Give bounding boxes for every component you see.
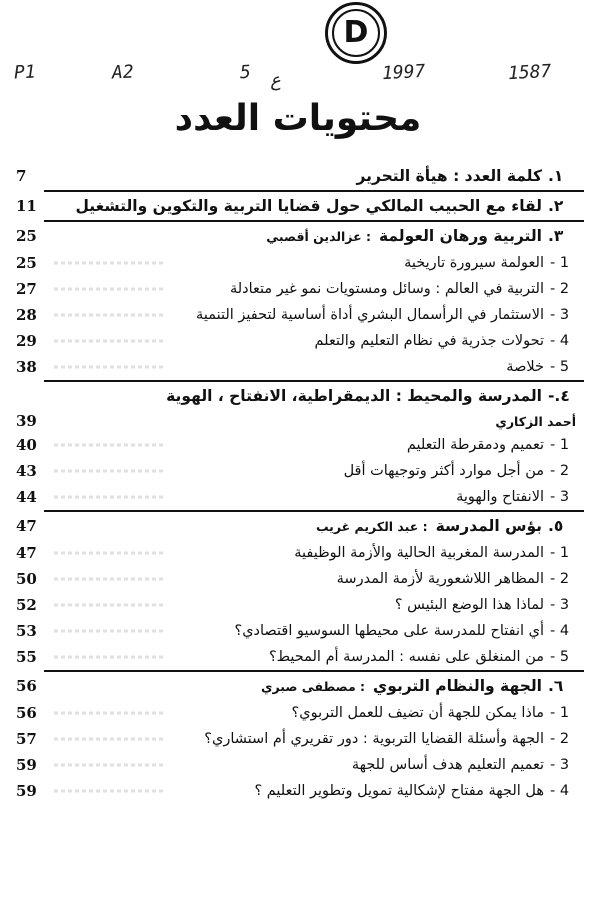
entry-title: المدرسة المغربية الحالية والأزمة الوظيفية	[294, 545, 544, 561]
entry-title: الانفتاح والهوية	[456, 489, 544, 505]
toc-entry-sub	[14, 778, 584, 804]
leader-shade	[54, 314, 164, 317]
entry-number: ١.	[548, 167, 564, 185]
page-number: 53	[16, 622, 37, 640]
toc-entry-sub	[14, 458, 584, 484]
page-number: 55	[16, 648, 37, 666]
entry-number: 3 -	[550, 597, 570, 613]
entry-title: من المنغلق على نفسه : المدرسة أم المحيط؟	[268, 649, 544, 665]
entry-title: لماذا هذا الوضع البئيس ؟	[394, 597, 544, 613]
entry-number: ٤.-	[548, 387, 570, 405]
entry-title: بؤس المدرسة	[435, 517, 542, 535]
entry-title: العولمة سيرورة تاريخية	[404, 255, 544, 271]
entry-author: : عبد الكريم غريب	[315, 518, 428, 534]
page-number: 59	[16, 756, 37, 774]
page-number: 56	[16, 704, 37, 722]
entry-title: ماذا يمكن للجهة أن تضيف للعمل التربوي؟	[291, 705, 544, 721]
entry-number: 2 -	[550, 281, 570, 297]
page-number: 27	[16, 280, 37, 298]
entry-title: أي انفتاح للمدرسة على محيطها السوسيو اقتصادي؟	[234, 623, 544, 639]
leader-shade	[54, 656, 164, 659]
page-number: 38	[16, 358, 37, 376]
toc-entry-sub	[14, 250, 584, 276]
entry-author: : مصطفى صبري	[261, 678, 366, 694]
page-number: 43	[16, 462, 37, 480]
entry-title: الجهة والنظام التربوي	[373, 677, 542, 695]
leader-shade	[54, 262, 164, 265]
toc-entry-section	[14, 192, 584, 220]
leader-shade	[54, 340, 164, 343]
entry-title: تحولات جذرية في نظام التعليم والتعلم	[314, 333, 544, 349]
toc-entry-section	[14, 672, 584, 700]
leader-shade	[54, 444, 164, 447]
entry-title: الاستثمار في الرأسمال البشري أداة أساسية لتحفيز التنمية	[196, 307, 544, 323]
entry-number: ٥.	[548, 517, 564, 535]
handwritten-mark: 1997	[381, 60, 426, 85]
toc-entry-sub	[14, 726, 584, 752]
handwritten-mark: A2	[111, 61, 135, 84]
entry-title: التربية في العالم : وسائل ومستويات نمو غير متعادلة	[229, 281, 544, 297]
page-number: 11	[16, 197, 37, 215]
entry-number: 1 -	[550, 437, 570, 453]
entry-title: تعميم ودمقرطة التعليم	[406, 437, 544, 453]
toc-entry-sub	[14, 644, 584, 670]
entry-number: 1 -	[550, 255, 570, 271]
entry-author: : عزالدين أقصبي	[266, 228, 371, 244]
table-of-contents	[14, 162, 584, 804]
handwritten-mark: 5	[239, 61, 252, 84]
toc-entry-sub	[14, 432, 584, 458]
page-number: 29	[16, 332, 37, 350]
leader-shade	[54, 604, 164, 607]
entry-number: ٦.	[548, 677, 564, 695]
toc-entry-sub	[14, 276, 584, 302]
entry-number: 2 -	[550, 731, 570, 747]
leader-shade	[54, 738, 164, 741]
entry-number: 2 -	[550, 463, 570, 479]
stamp-logo	[325, 2, 387, 64]
page-number: 44	[16, 488, 37, 506]
entry-title: تعميم التعليم هدف أساس للجهة	[351, 757, 544, 773]
handwritten-mark: ع	[269, 69, 282, 92]
entry-number: 4 -	[550, 783, 570, 799]
page-number: 47	[16, 544, 37, 562]
leader-shade	[54, 630, 164, 633]
entry-title: كلمة العدد : هيأة التحرير	[356, 167, 542, 185]
entry-number: 5 -	[550, 649, 570, 665]
entry-number: 1 -	[550, 545, 570, 561]
leader-shade	[54, 470, 164, 473]
page-title: محتويات العدد	[174, 98, 422, 139]
entry-number: 3 -	[550, 489, 570, 505]
page-number: 50	[16, 570, 37, 588]
leader-shade	[54, 366, 164, 369]
entry-title: هل الجهة مفتاح لإشكالية تمويل وتطوير التعليم ؟	[254, 783, 544, 799]
leader-shade	[54, 288, 164, 291]
page-number: 25	[16, 227, 37, 245]
leader-shade	[54, 578, 164, 581]
entry-number: 2 -	[550, 571, 570, 587]
toc-entry-sub	[14, 302, 584, 328]
toc-entry-section	[14, 162, 584, 190]
page-number: 57	[16, 730, 37, 748]
page-number: 28	[16, 306, 37, 324]
toc-entry-sub	[14, 540, 584, 566]
toc-entry-sub	[14, 566, 584, 592]
page-number: 39	[16, 412, 37, 430]
handwritten-mark: 1587	[507, 60, 552, 85]
leader-shade	[54, 790, 164, 793]
leader-shade	[54, 552, 164, 555]
entry-title: التربية ورهان العولمة	[378, 227, 542, 245]
toc-entry-section	[14, 512, 584, 540]
entry-number: 4 -	[550, 623, 570, 639]
toc-entry-sub	[14, 752, 584, 778]
entry-title: خلاصة	[506, 359, 544, 375]
page-number: 25	[16, 254, 37, 272]
entry-title: المدرسة والمحيط : الديمقراطية، الانفتاح ، الهوية	[166, 387, 542, 405]
entry-number: 5 -	[550, 359, 570, 375]
toc-entry-sub	[14, 592, 584, 618]
entry-title: من أجل موارد أكثر وتوجيهات أقل	[343, 463, 544, 479]
toc-entry-sub	[14, 328, 584, 354]
page-number: 52	[16, 596, 37, 614]
toc-entry-sub	[14, 484, 584, 510]
page-number: 7	[16, 167, 27, 185]
entry-title: لقاء مع الحبيب المالكي حول قضايا التربية والتكوين والتشغيل	[75, 197, 542, 215]
entry-number: 3 -	[550, 307, 570, 323]
entry-number: 4 -	[550, 333, 570, 349]
toc-entry-section	[14, 382, 584, 410]
entry-number: 3 -	[550, 757, 570, 773]
page-number: 56	[16, 677, 37, 695]
leader-shade	[54, 764, 164, 767]
toc-entry-section	[14, 222, 584, 250]
stamp-letter: D	[332, 9, 380, 57]
toc-entry-sub	[14, 618, 584, 644]
page-number: 47	[16, 517, 37, 535]
toc-entry-sub	[14, 354, 584, 380]
entry-number: 1 -	[550, 705, 570, 721]
page-number: 40	[16, 436, 37, 454]
leader-shade	[54, 712, 164, 715]
page-number: 59	[16, 782, 37, 800]
leader-shade	[54, 496, 164, 499]
entry-number: ٢.	[548, 197, 564, 215]
entry-number: ٣.	[548, 227, 564, 245]
entry-title: أحمد الزكاري	[495, 413, 576, 429]
toc-entry-author	[14, 410, 584, 432]
toc-entry-sub	[14, 700, 584, 726]
handwritten-mark: P1	[13, 61, 37, 84]
entry-title: الجهة وأسئلة القضايا التربوية : دور تقريري أم استشاري؟	[204, 731, 544, 747]
entry-title: المظاهر اللاشعورية لأزمة المدرسة	[336, 571, 544, 587]
